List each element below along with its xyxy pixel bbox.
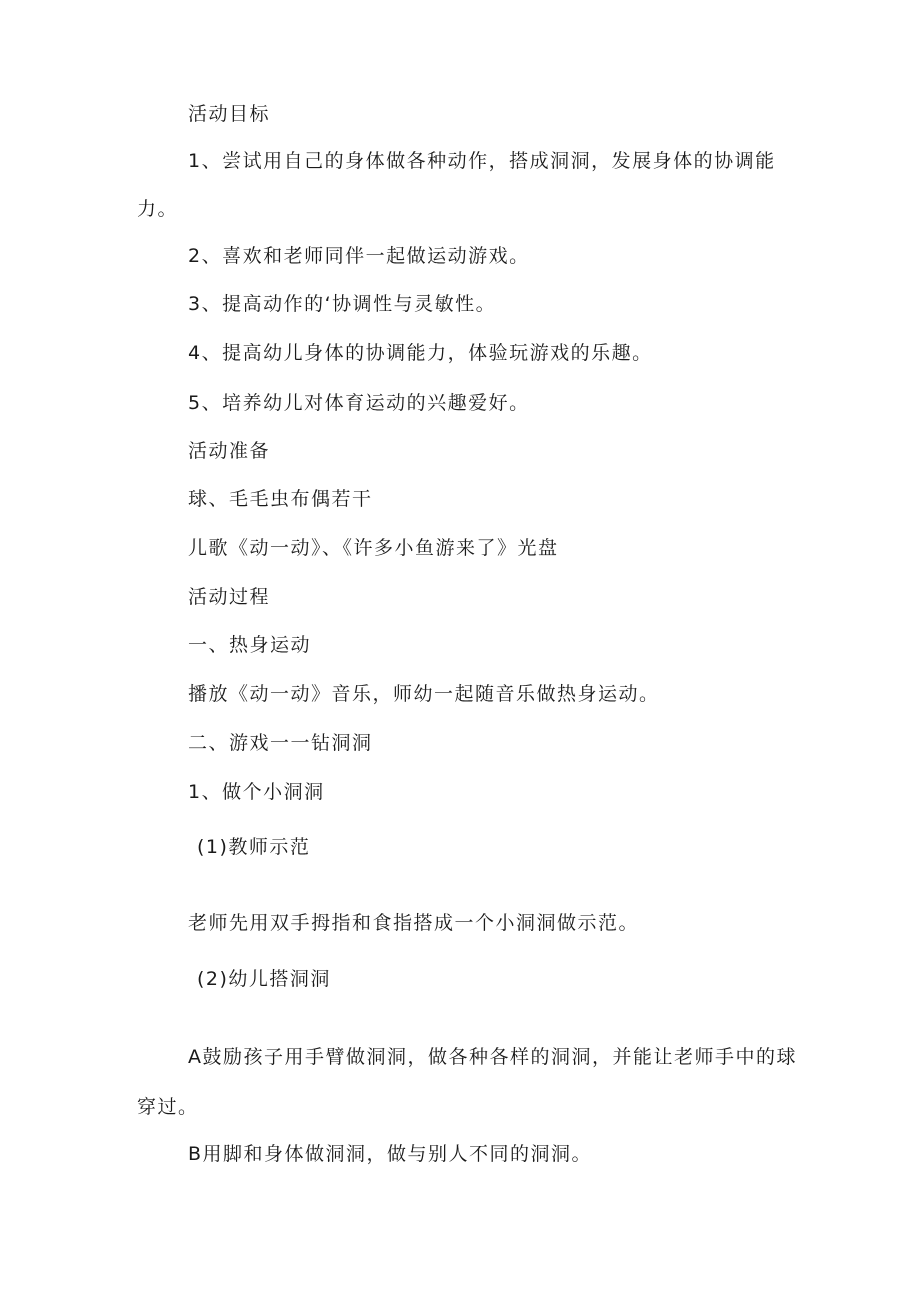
- heading-activity-preparation: 活动准备: [188, 440, 271, 462]
- preparation-item-2: 儿歌《动一动》、《许多小鱼游来了》光盘: [188, 537, 559, 559]
- goal-item-1-continued: 力。: [137, 198, 179, 220]
- process-substep-1: (1)教师示范: [197, 836, 311, 858]
- process-substep-2-item-a-continued: 穿过。: [137, 1096, 199, 1118]
- goal-item-4: 4、提高幼儿身体的协调能力，体验玩游戏的乐趣。: [188, 342, 653, 364]
- process-substep-2-item-b: B用脚和身体做洞洞，做与别人不同的洞洞。: [188, 1143, 593, 1165]
- goal-item-1: 1、尝试用自己的身体做各种动作，搭成洞洞，发展身体的协调能: [188, 150, 776, 172]
- process-substep-2-item-a: A鼓励孩子用手臂做洞洞，做各种各样的洞洞，并能让老师手中的球: [188, 1046, 797, 1068]
- goal-item-5: 5、培养幼儿对体育运动的兴趣爱好。: [188, 392, 530, 414]
- process-section-1-text: 播放《动一动》音乐，师幼一起随音乐做热身运动。: [188, 683, 660, 705]
- goal-item-3: 3、提高动作的‘协调性与灵敏性。: [188, 293, 497, 315]
- process-substep-1-text: 老师先用双手拇指和食指搭成一个小洞洞做示范。: [188, 912, 640, 934]
- goal-item-2: 2、喜欢和老师同伴一起做运动游戏。: [188, 245, 530, 267]
- heading-activity-process: 活动过程: [188, 586, 271, 608]
- process-step-1: 1、做个小洞洞: [188, 781, 325, 803]
- process-substep-2: (2)幼儿搭洞洞: [197, 968, 331, 990]
- heading-activity-goals: 活动目标: [188, 103, 271, 125]
- preparation-item-1: 球、毛毛虫布偶若干: [188, 488, 373, 510]
- process-section-2: 二、游戏一一钻洞洞: [188, 732, 373, 754]
- process-section-1: 一、热身运动: [188, 634, 312, 656]
